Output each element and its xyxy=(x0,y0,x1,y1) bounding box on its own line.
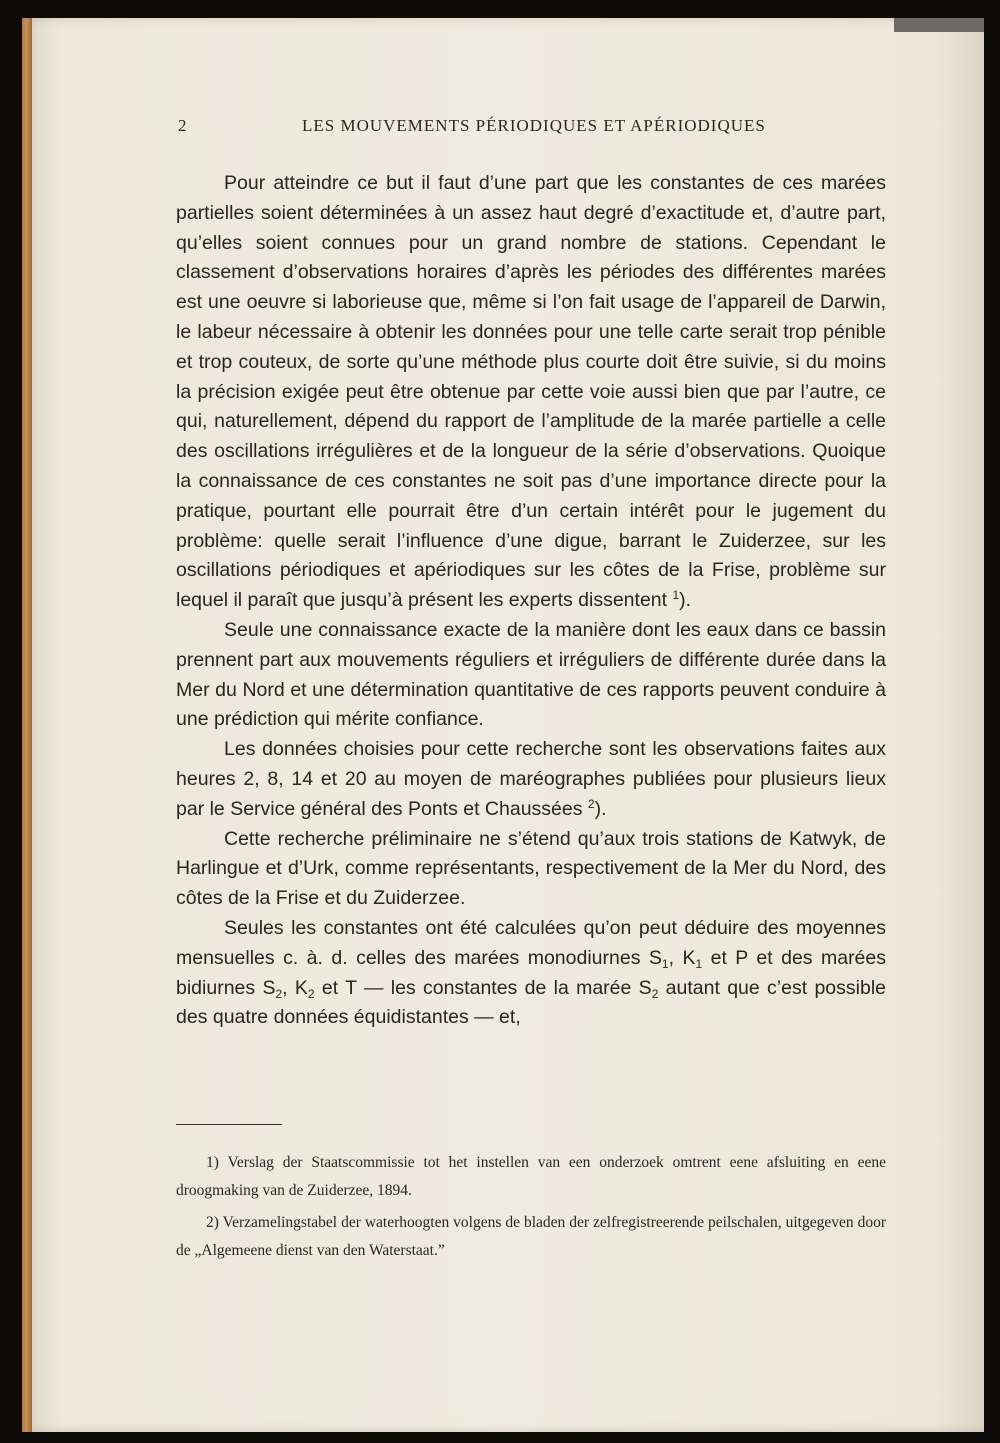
paragraph-1: Pour atteindre ce but il faut d’une part que les constantes de ces marées partielles soient déterminées à un assez haut degré d’exactitude et, d’autre part, qu’elles soient connues pour un grand nombre de stations. Cependant le classement d’observations horaires d’après les périodes des différentes marées est une oeuvre si laborieuse que, même si l’on fait usage de l’appareil de Darwin, le labeur nécessaire à obtenir les données pour une telle carte serait trop pénible et trop couteux, de sorte qu’une méthode plus courte doit être suivie, si du moins la précision exigée peut être obtenue par cette voie aussi bien que par l’autre, ce qui, naturellement, dépend du rapport de l’amplitude de la marée partielle a celle des oscillations irrégulières et de la longueur de la série d’observations. Quoique la connaissance de ces constantes ne soit pas d’une importance directe pour la pratique, pourtant elle pourrait être d’un certain intérêt pour le jugement du problème: quelle serait l’influence d’une digue, barrant le Zuiderzee, sur les oscillations périodiques et apériodiques sur les côtes de la Frise, problème sur lequel il paraît que jusqu’à présent les experts dissentent $^1$). xyxy=(176,172,886,612)
paragraph-3: Les données choisies pour cette recherche sont les observations faites aux heures 2, 8, 14 et 20 au moyen de maréographes publiées pour plusieurs lieux par le Service général des Ponts et Chaussées $^2$). xyxy=(176,738,886,820)
scan-corner-tab xyxy=(894,18,984,32)
footnote-ref-1: 1 xyxy=(672,588,680,603)
footnote-2: 2) Verzamelingstabel der waterhoogten volgens de bladen der zelfregistreerende peilschalen, uitgegeven door de „Algemeene dienst van den Waterstaat.” xyxy=(176,1214,886,1259)
main-text xyxy=(176,169,886,1033)
running-title: LES MOUVEMENTS PÉRIODIQUES ET APÉRIODIQUES xyxy=(302,116,766,135)
page-binding-edge xyxy=(22,18,32,1432)
footnote-ref-2: 2 xyxy=(587,796,595,811)
paragraph-5: Seules les constantes ont été calculées qu’on peut déduire des moyennes mensuelles c. à. d. celles des marées monodiurnes $S_1$, $K_1$ et P et des marées bidiurnes $S_2$, $K_2$ et T — les constantes de la marée $S_2$ autant que c’est possible des quatre données équidistantes — et, xyxy=(176,916,886,1029)
page-number: 2 xyxy=(178,116,188,135)
footnote-separator xyxy=(176,1124,282,1125)
paragraph-2: Seule une connaissance exacte de la manière dont les eaux dans ce bassin prennent part aux mouvements réguliers et irréguliers de différente durée dans la Mer du Nord et une détermination quantitative de ces rapports peuvent conduire à une prédiction qui mérite confiance. xyxy=(176,618,886,731)
footnote-1: 1) Verslag der Staatscommissie tot het instellen van een onderzoek omtrent eene afsluiting en eene droogmaking van de Zuiderzee, 1894. xyxy=(176,1154,886,1199)
footnotes xyxy=(176,1149,886,1269)
paragraph-4: Cette recherche préliminaire ne s’étend qu’aux trois stations de Katwyk, de Harlingue et d’Urk, comme représentants, respectivement de la Mer du Nord, des côtes de la Frise et du Zuiderzee. xyxy=(176,827,886,910)
